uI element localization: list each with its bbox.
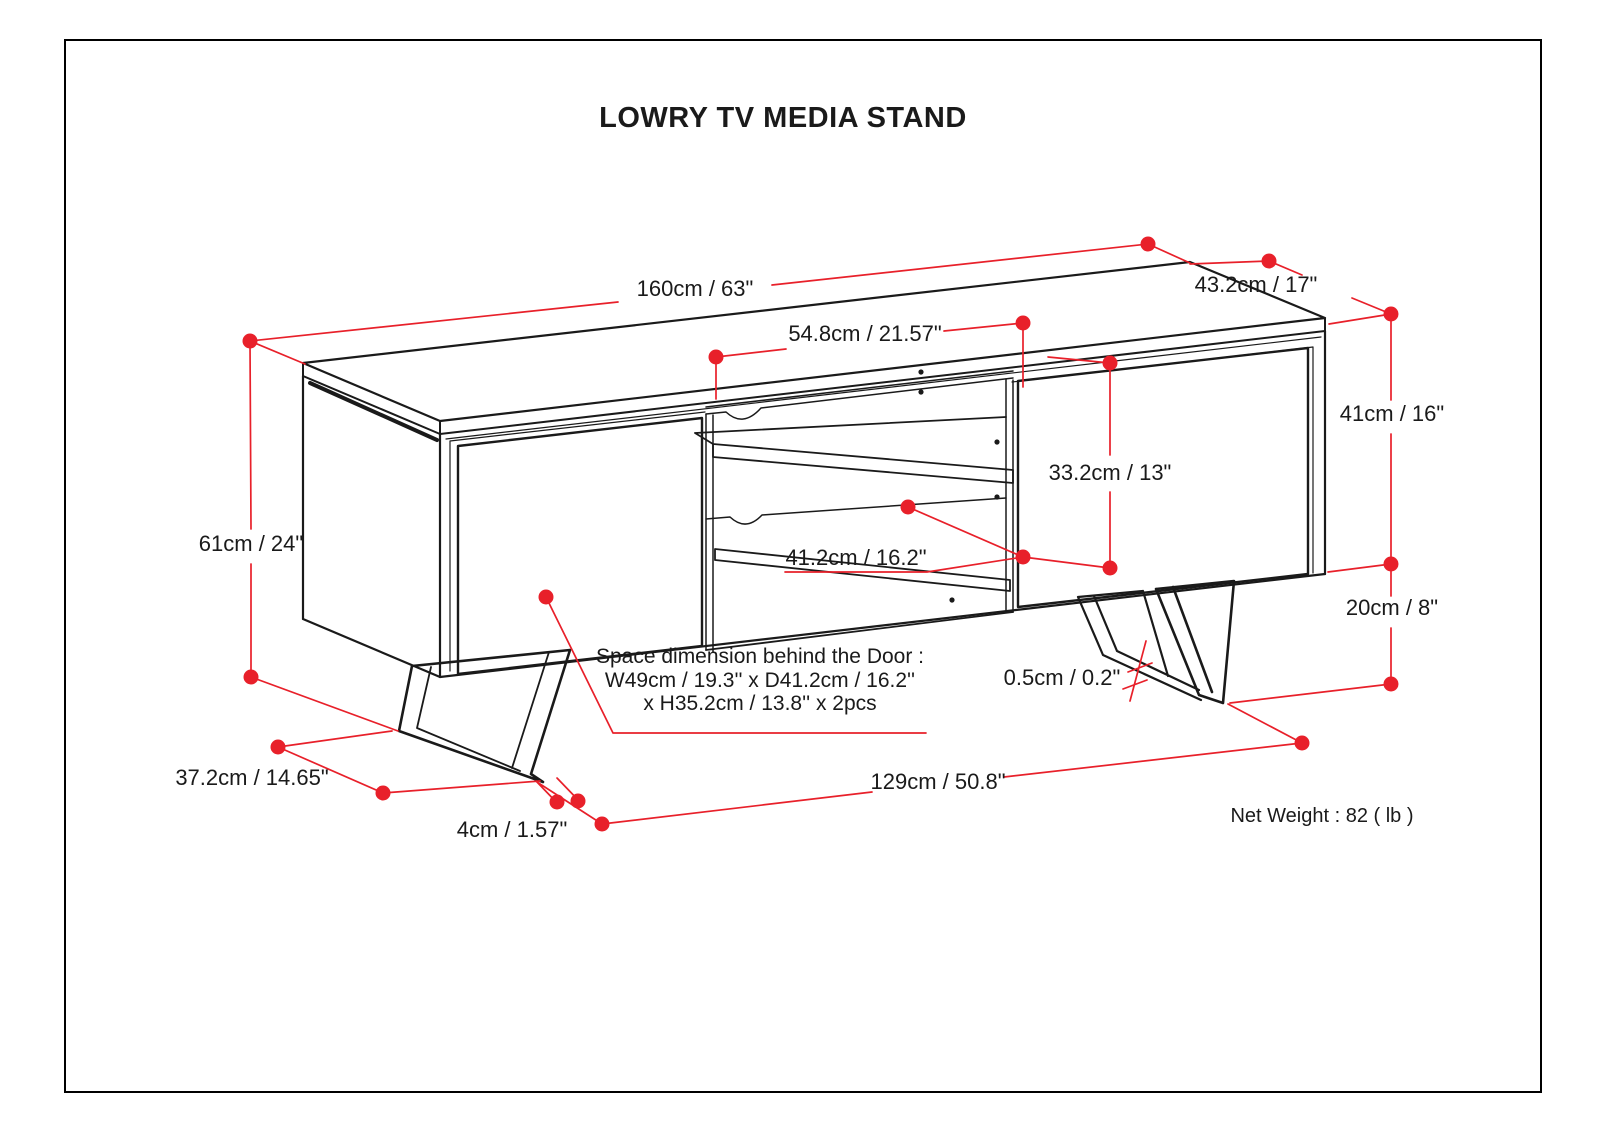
label-strap-width: 4cm / 1.57" xyxy=(456,817,568,842)
label-leg-depth: 37.2cm / 14.65" xyxy=(175,765,329,790)
label-overall-height: 61cm / 24" xyxy=(198,531,304,556)
floor-back-edge xyxy=(706,498,1006,524)
label-overall-width: 160cm / 63" xyxy=(636,276,754,301)
label-space-behind-door-3: x H35.2cm / 13.8'' x 2pcs xyxy=(643,692,877,715)
label-interior-depth: 41.2cm / 16.2" xyxy=(785,545,927,570)
label-opening-width: 54.8cm / 21.57" xyxy=(788,321,942,346)
compartment-left-wall xyxy=(706,414,713,652)
label-leg-height: 20cm / 8" xyxy=(1345,595,1439,620)
label-space-behind-door-1: Space dimension behind the Door : xyxy=(595,645,925,668)
page-title: LOWRY TV MEDIA STAND xyxy=(599,102,967,134)
dim-carcass-height-line xyxy=(1328,314,1391,572)
label-space-behind-door-2: W49cm / 19.3'' x D41.2cm / 16.2'' xyxy=(604,669,916,692)
net-weight-label: Net Weight : 82 ( lb ) xyxy=(1230,805,1414,827)
dim-plate-thickness-ticks xyxy=(1123,641,1152,701)
label-door-height: 33.2cm / 13" xyxy=(1048,460,1172,485)
label-carcass-height: 41cm / 16" xyxy=(1339,401,1445,426)
left-side-panel xyxy=(303,376,440,677)
label-leg-span: 129cm / 50.8" xyxy=(870,769,1006,794)
compartment-right-wall xyxy=(1006,379,1013,612)
label-overall-depth: 43.2cm / 17" xyxy=(1194,272,1318,297)
dim-leg-span-line xyxy=(602,704,1302,824)
left-door xyxy=(458,418,702,674)
dim-leg-height-line xyxy=(1230,564,1391,703)
label-plate-thickness: 0.5cm / 0.2" xyxy=(1003,665,1121,690)
middle-shelf xyxy=(695,417,1013,483)
middle-compartment xyxy=(695,369,1013,652)
